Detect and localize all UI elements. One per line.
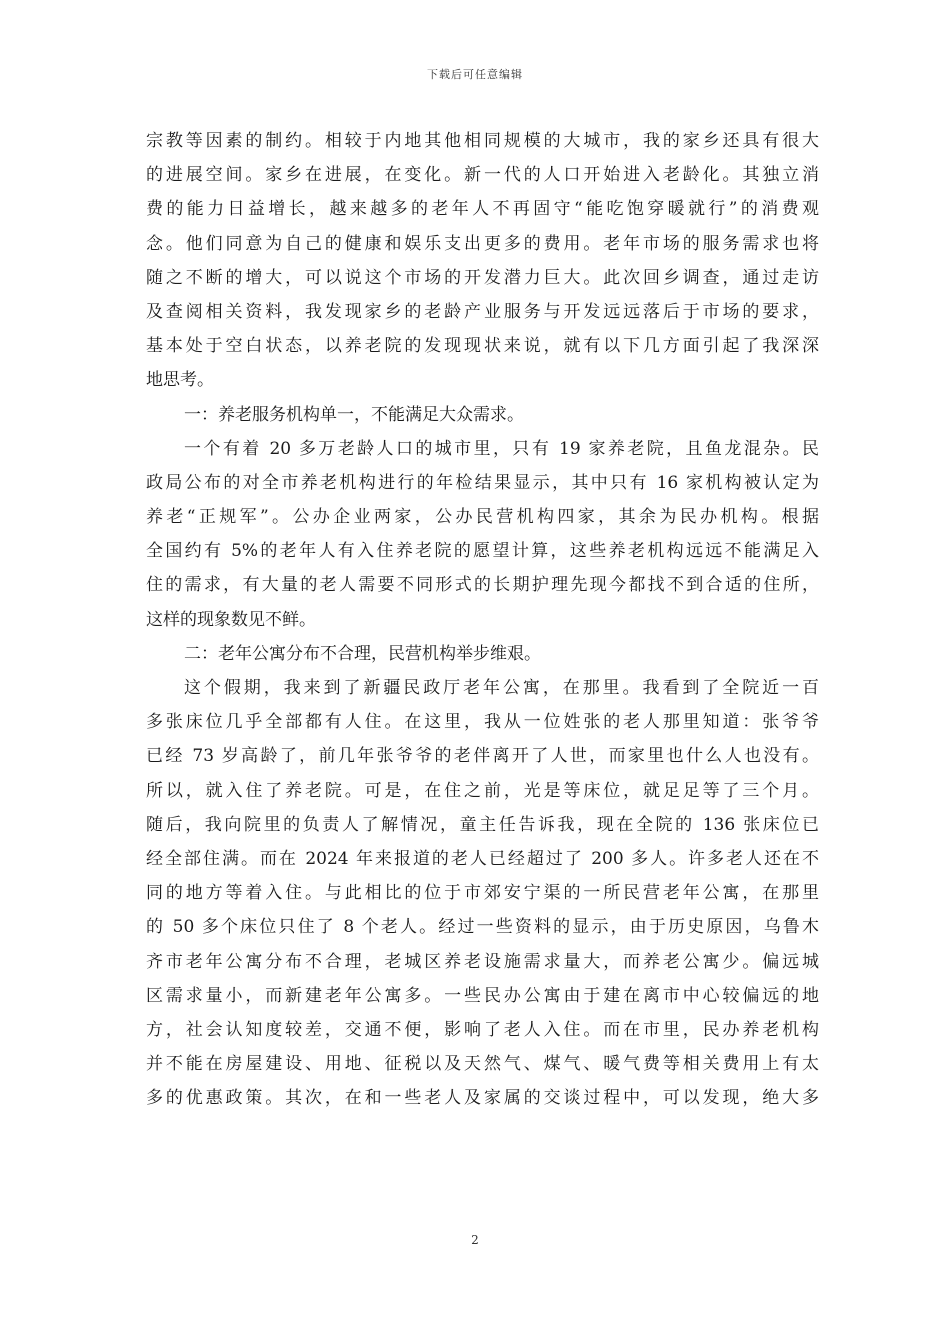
text-line: 多的优惠政策。其次，在和一些老人及家属的交谈过程中，可以发现，绝大多 (146, 1088, 819, 1109)
text-line: 住的需求，有大量的老人需要不同形式的长期护理先现今都找不到合适的住所， (146, 575, 819, 596)
text-line: 所以，就入住了养老院。可是，在住之前，光是等床位，就足足等了三个月。 (146, 780, 819, 801)
page-number: 2 (471, 1233, 479, 1247)
text-line: 地思考。 (146, 370, 214, 391)
text-line: 并不能在房屋建设、用地、征税以及天然气、煤气、暖气费等相关费用上有太 (146, 1054, 819, 1075)
text-line: 的 50 多个床位只住了 8 个老人。经过一些资料的显示，由于历史原因，乌鲁木 (146, 917, 819, 938)
text-line: 政局公布的对全市养老机构进行的年检结果显示，其中只有 16 家机构被认定为 (146, 472, 819, 493)
text-line: 费的能力日益增长，越来越多的老年人不再固守“能吃饱穿暖就行”的消费观 (146, 199, 819, 220)
text-line: 经全部住满。而在 2024 年来报道的老人已经超过了 200 多人。许多老人还在不 (146, 848, 819, 869)
section-heading: 二：老年公寓分布不合理，民营机构举步维艰。 (184, 643, 541, 664)
text-line: 宗教等因素的制约。相较于内地其他相同规模的大城市，我的家乡还具有很大 (146, 131, 819, 151)
text-line: 齐市老年公寓分布不合理，老城区养老设施需求量大，而养老公寓少。偏远城 (146, 951, 819, 972)
text-line: 随之不断的增大，可以说这个市场的开发潜力巨大。此次回乡调查，通过走访 (146, 267, 819, 288)
text-line: 念。他们同意为自己的健康和娱乐支出更多的费用。老年市场的服务需求也将 (146, 233, 819, 254)
text-line: 一个有着 20 多万老龄人口的城市里，只有 19 家养老院，且鱼龙混杂。民 (184, 438, 819, 459)
text-line: 随后，我向院里的负责人了解情况，童主任告诉我，现在全院的 136 张床位已 (146, 814, 819, 835)
text-line: 基本处于空白状态，以养老院的发现现状来说，就有以下几方面引起了我深深 (146, 336, 819, 357)
text-line: 养老“正规军”。公办企业两家，公办民营机构四家，其余为民办机构。根据 (146, 507, 819, 528)
document-body (146, 124, 819, 1115)
text-line: 这个假期，我来到了新疆民政厅老年公寓，在那里。我看到了全院近一百 (184, 678, 819, 698)
text-line: 及查阅相关资料，我发现家乡的老龄产业服务与开发远远落后于市场的要求， (146, 301, 819, 322)
text-line: 已经 73 岁高龄了，前几年张爷爷的老伴离开了人世，而家里也什么人也没有。 (146, 746, 819, 767)
section-heading: 一：养老服务机构单一，不能满足大众需求。 (184, 404, 524, 425)
text-line: 区需求量小，而新建老年公寓多。一些民办公寓由于建在离市中心较偏远的地 (146, 985, 819, 1006)
text-line: 这样的现象数见不鲜。 (146, 609, 316, 630)
text-line: 全国约有 5%的老年人有入住养老院的愿望计算，这些养老机构远远不能满足入 (146, 541, 819, 562)
text-line: 同的地方等着入住。与此相比的位于市郊安宁渠的一所民营老年公寓，在那里 (146, 883, 819, 904)
text-line: 的进展空间。家乡在进展，在变化。新一代的人口开始进入老龄化。其独立消 (146, 165, 819, 186)
text-line: 方，社会认知度较差，交通不便，影响了老人入住。而在市里，民办养老机构 (146, 1019, 819, 1040)
page-header: 下载后可任意编辑 (427, 68, 523, 81)
text-line: 多张床位几乎全部都有人住。在这里，我从一位姓张的老人那里知道：张爷爷 (146, 712, 819, 733)
